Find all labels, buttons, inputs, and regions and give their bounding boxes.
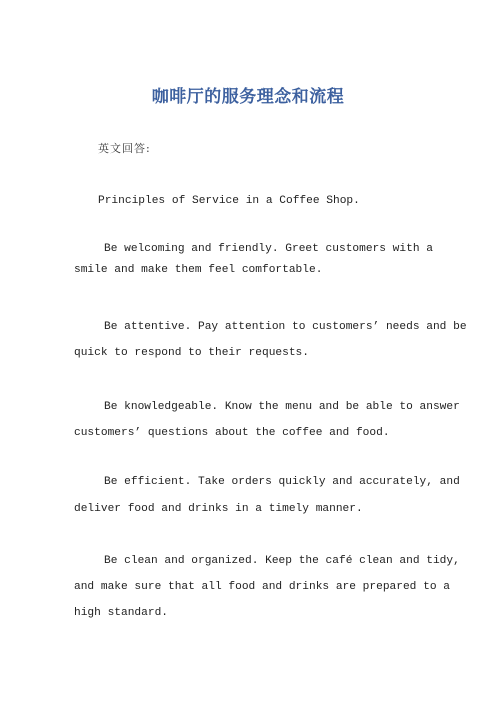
subheading: 英文回答:	[98, 142, 151, 155]
paragraph-2-line-2: quick to respond to their requests.	[74, 347, 309, 359]
paragraph-1-line-2: smile and make them feel comfortable.	[74, 264, 323, 276]
paragraph-2-line-1: Be attentive. Pay attention to customers’ needs and be	[104, 321, 467, 333]
paragraph-4-line-2: deliver food and drinks in a timely manner.	[74, 503, 363, 515]
paragraph-3-line-1: Be knowledgeable. Know the menu and be able to answer	[104, 401, 460, 413]
document-title: 咖啡厅的服务理念和流程	[151, 87, 345, 107]
paragraph-1-line-1: Be welcoming and friendly. Greet customers with a	[104, 243, 433, 255]
section-title: Principles of Service in a Coffee Shop.	[98, 195, 360, 207]
paragraph-5-line-3: high standard.	[74, 607, 168, 619]
paragraph-5-line-2: and make sure that all food and drinks are prepared to a	[74, 581, 450, 593]
paragraph-4-line-1: Be efficient. Take orders quickly and accurately, and	[104, 476, 460, 488]
paragraph-3-line-2: customers’ questions about the coffee and food.	[74, 427, 390, 439]
paragraph-5-line-1: Be clean and organized. Keep the café clean and tidy,	[104, 555, 460, 567]
